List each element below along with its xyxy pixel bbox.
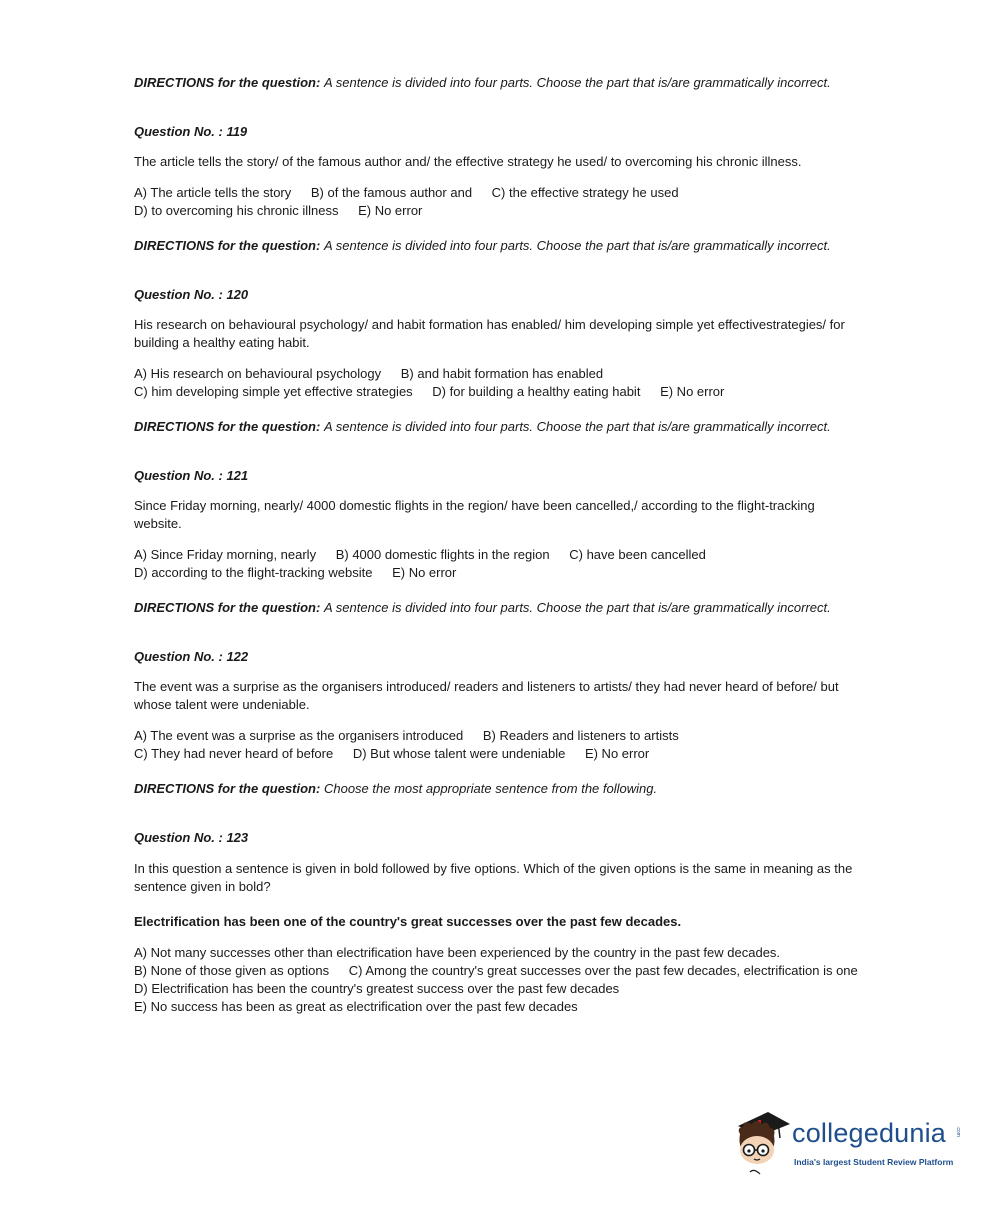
question-sentence: building a healthy eating habit. (134, 335, 310, 350)
option-d[interactable]: D) Electrification has been the country's greatest success over the past few decades (134, 981, 620, 996)
options-row (134, 365, 619, 383)
directions-line (134, 780, 657, 798)
question-title: Question No. : 123 (134, 830, 249, 845)
option-c[interactable]: C) have been cancelled (569, 547, 706, 562)
option-c[interactable]: C) the effective strategy he used (491, 185, 679, 200)
option-b[interactable]: B) None of those given as options (134, 963, 330, 978)
directions-label: DIRECTIONS for the question: (134, 419, 321, 434)
question-prompt: In this question a sentence is given in bold followed by five options. Which of the given options is the same in meaning as the (134, 861, 853, 876)
question-sentence: whose talent were undeniable. (134, 697, 310, 712)
option-e[interactable]: E) No error (358, 203, 423, 218)
option-e[interactable]: E) No error (392, 565, 457, 580)
collegedunia-logo (730, 1106, 970, 1186)
option-c[interactable]: C) him developing simple yet effective strategies (134, 384, 413, 399)
option-d[interactable]: D) according to the flight-tracking website (134, 565, 373, 580)
option-c[interactable]: C) Among the country's great successes over the past few decades, electrification is one (348, 963, 858, 978)
question-title: Question No. : 120 (134, 287, 249, 302)
options-row (134, 383, 740, 401)
directions-text: A sentence is divided into four parts. Choose the part that is/are grammatically incorrect. (323, 419, 831, 434)
option-d[interactable]: D) for building a healthy eating habit (432, 384, 641, 399)
option-a[interactable]: A) Not many successes other than electrification have been experienced by the country in the past few decades. (134, 945, 781, 960)
question-sentence: website. (134, 516, 182, 531)
question-title: Question No. : 122 (134, 649, 249, 664)
directions-text: A sentence is divided into four parts. Choose the part that is/are grammatically incorrect. (323, 75, 831, 90)
directions-line (134, 599, 831, 617)
option-e[interactable]: E) No error (660, 384, 725, 399)
option-a[interactable]: A) The article tells the story (134, 185, 292, 200)
question-sentence: His research on behavioural psychology/ and habit formation has enabled/ him developing simple yet effectivestrategies/ for (134, 317, 845, 332)
option-d[interactable]: D) But whose talent were undeniable (352, 746, 566, 761)
options-row (134, 184, 695, 202)
bold-sentence: Electrification has been one of the country's great successes over the past few decades. (134, 914, 682, 929)
options-row (134, 745, 665, 763)
student-mascot-icon (730, 1106, 792, 1182)
options-row (134, 202, 438, 220)
options-row (134, 962, 858, 980)
options-row (134, 546, 722, 564)
option-b[interactable]: B) 4000 domestic flights in the region (335, 547, 550, 562)
options-row (134, 727, 695, 745)
option-b[interactable]: B) of the famous author and (310, 185, 473, 200)
option-e[interactable]: E) No error (584, 746, 650, 761)
question-title: Question No. : 119 (134, 124, 248, 139)
logo-wordmark: collegedunia (792, 1118, 947, 1148)
directions-line (134, 418, 831, 436)
options-row (134, 564, 472, 582)
option-b[interactable]: B) and habit formation has enabled (400, 366, 604, 381)
question-title: Question No. : 121 (134, 468, 249, 483)
directions-label: DIRECTIONS for the question: (134, 75, 321, 90)
directions-text: A sentence is divided into four parts. Choose the part that is/are grammatically incorrect. (323, 600, 831, 615)
directions-line (134, 237, 831, 255)
question-sentence: Since Friday morning, nearly/ 4000 domestic flights in the region/ have been cancelled,/ according to the flight-tracking (134, 498, 815, 513)
directions-text: Choose the most appropriate sentence from the following. (323, 781, 658, 796)
directions-label: DIRECTIONS for the question: (134, 238, 321, 253)
directions-label: DIRECTIONS for the question: (134, 600, 321, 615)
question-prompt: sentence given in bold? (134, 879, 271, 894)
question-sentence: The article tells the story/ of the famous author and/ the effective strategy he used/ to overcoming his chronic illness. (134, 154, 802, 169)
directions-label: DIRECTIONS for the question: (134, 781, 321, 796)
option-a[interactable]: A) Since Friday morning, nearly (134, 547, 317, 562)
option-e[interactable]: E) No success has been as great as electrification over the past few decades (134, 999, 578, 1014)
option-c[interactable]: C) They had never heard of before (134, 746, 334, 761)
option-b[interactable]: B) Readers and listeners to artists (482, 728, 679, 743)
directions-line (134, 74, 831, 92)
logo-tagline: India's largest Student Review Platform (794, 1157, 954, 1167)
option-a[interactable]: A) His research on behavioural psychology (134, 366, 382, 381)
question-sentence: The event was a surprise as the organisers introduced/ readers and listeners to artists/ they had never heard of before/ but (134, 679, 839, 694)
option-a[interactable]: A) The event was a surprise as the organisers introduced (134, 728, 464, 743)
directions-text: A sentence is divided into four parts. Choose the part that is/are grammatically incorrect. (323, 238, 831, 253)
logo-domain: .com (955, 1126, 961, 1137)
option-d[interactable]: D) to overcoming his chronic illness (134, 203, 339, 218)
